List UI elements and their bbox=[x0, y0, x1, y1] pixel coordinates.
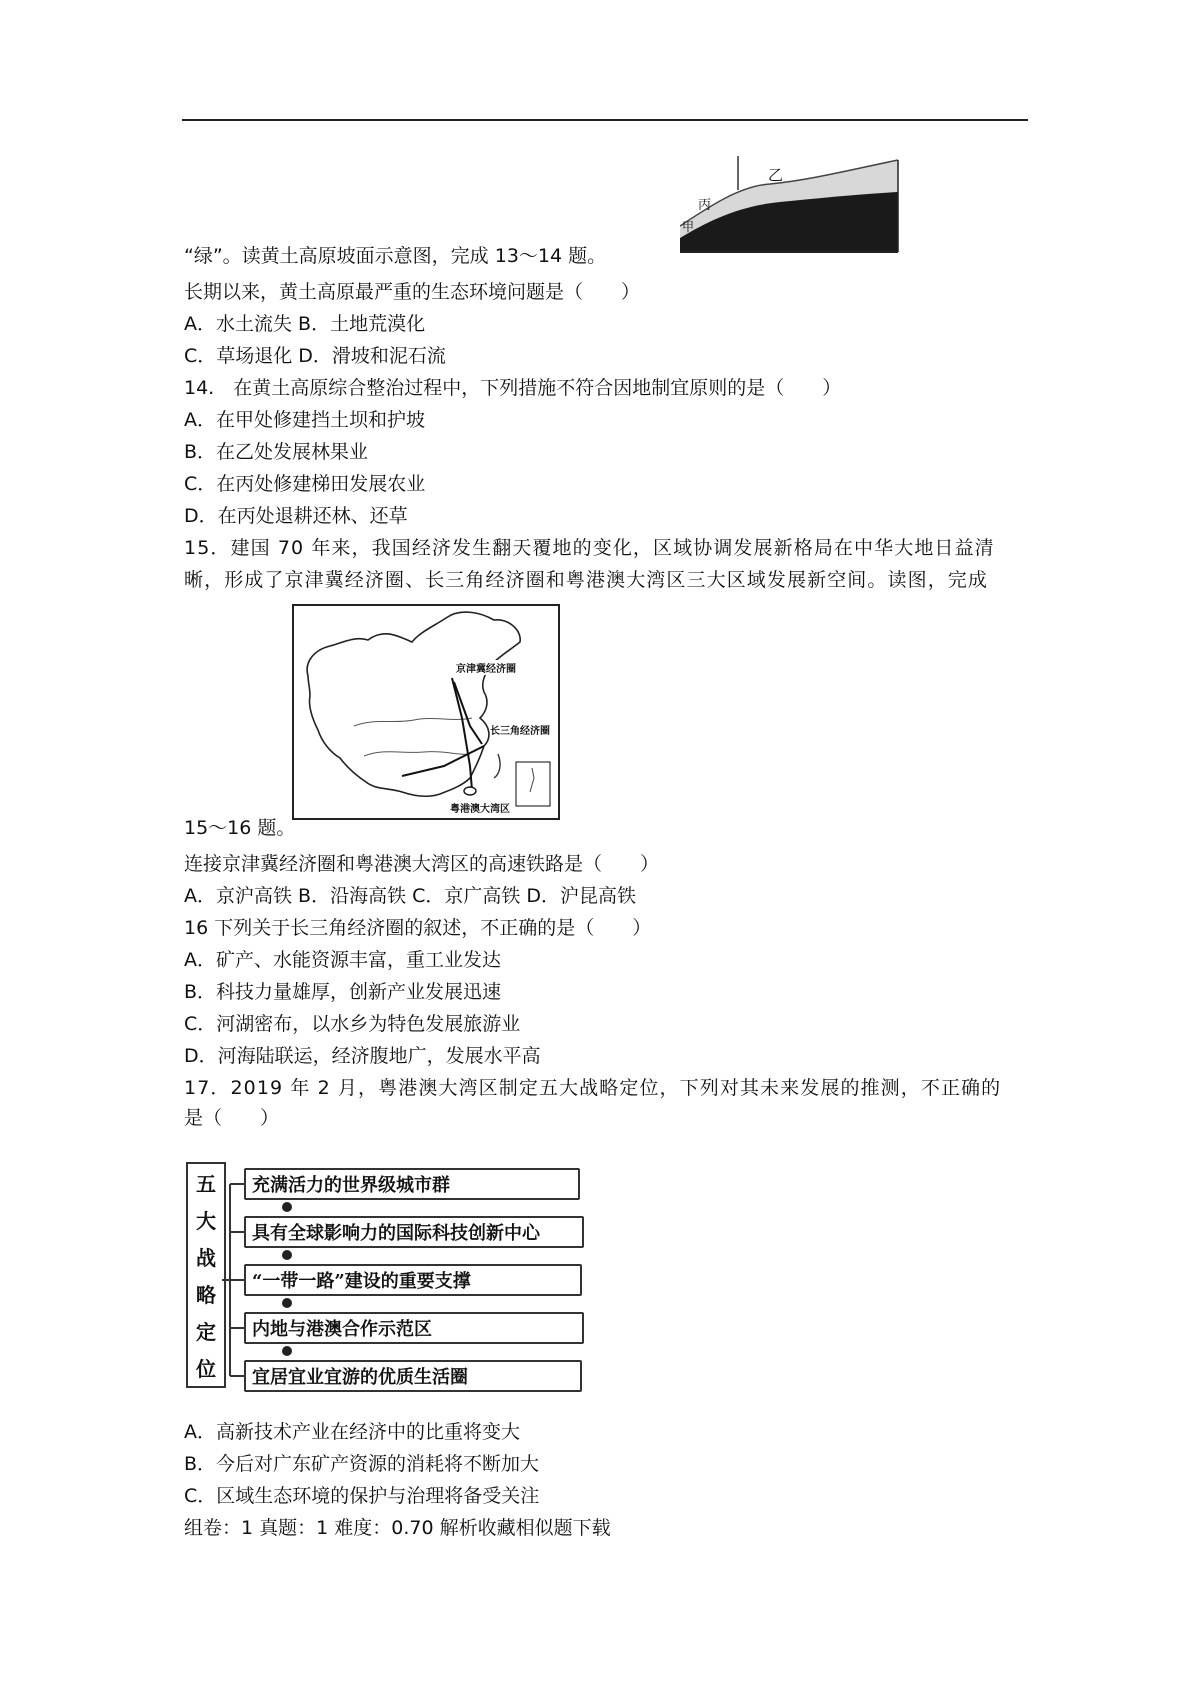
header-rule bbox=[182, 119, 1028, 121]
loess-slope-figure bbox=[680, 156, 902, 258]
label-jia: 甲 bbox=[682, 220, 695, 234]
side-char: 位 bbox=[196, 1357, 216, 1381]
label-csj: 长三角经济圈 bbox=[490, 722, 550, 737]
side-char: 大 bbox=[196, 1209, 216, 1233]
side-char: 略 bbox=[196, 1283, 216, 1307]
strategy-item: “一带一路”建设的重要支撑 bbox=[244, 1264, 582, 1296]
strategy-side-label bbox=[186, 1162, 226, 1388]
connector-dot bbox=[282, 1202, 292, 1212]
question-17-option-b: B．今后对广东矿产资源的消耗将不断加大 bbox=[184, 1453, 540, 1475]
question-14-option-b: B．在乙处发展林果业 bbox=[184, 441, 369, 463]
question-16-stem: 16 下列关于长三角经济圈的叙述，不正确的是（ ） bbox=[184, 917, 652, 939]
question-15-options: A．京沪高铁 B．沿海高铁 C．京广高铁 D．沪昆高铁 bbox=[184, 885, 637, 907]
strategy-diagram bbox=[186, 1140, 584, 1392]
question-13-stem: 长期以来，黄土高原最严重的生态环境问题是（ ） bbox=[184, 281, 641, 303]
strategy-item: 具有全球影响力的国际科技创新中心 bbox=[244, 1216, 584, 1248]
question-15-intro-1: 15．建国 70 年来，我国经济发生翻天覆地的变化，区域协调发展新格局在中华大地日益清 bbox=[184, 537, 995, 559]
question-15-intro-3: 15～16 题。 bbox=[184, 817, 296, 839]
question-13-options-ab: A．水土流失 B．土地荒漠化 bbox=[184, 313, 426, 335]
strategy-item: 内地与港澳合作示范区 bbox=[244, 1312, 584, 1344]
text-line: “绿”。读黄土高原坡面示意图，完成 13～14 题。 bbox=[184, 245, 607, 267]
connector-dot bbox=[282, 1346, 292, 1356]
question-17-option-c: C．区域生态环境的保护与治理将备受关注 bbox=[184, 1485, 540, 1507]
label-yi: 乙 bbox=[768, 166, 784, 184]
question-13-options-cd: C．草场退化 D．滑坡和泥石流 bbox=[184, 345, 446, 367]
question-15-intro-2: 晰，形成了京津冀经济圈、长三角经济圈和粤港澳大湾区三大区域发展新空间。读图，完成 bbox=[184, 569, 989, 591]
side-char: 战 bbox=[196, 1246, 216, 1270]
question-17-stem-1: 17．2019 年 2 月，粤港澳大湾区制定五大战略定位，下列对其未来发展的推测，不正确的 bbox=[184, 1077, 1002, 1099]
china-economic-map bbox=[292, 604, 560, 820]
question-14-option-d: D．在丙处退耕还林、还草 bbox=[184, 505, 408, 527]
question-14-stem: 14. 在黄土高原综合整治过程中，下列措施不符合因地制宜原则的是（ ） bbox=[184, 377, 842, 399]
side-char: 五 bbox=[196, 1172, 216, 1196]
strategy-bracket bbox=[222, 1180, 244, 1380]
question-17-stem-2: 是（ ） bbox=[184, 1107, 280, 1129]
strategy-item: 宜居宜业宜游的优质生活圈 bbox=[244, 1360, 582, 1392]
label-jjj: 京津冀经济圈 bbox=[456, 660, 516, 675]
question-16-option-c: C．河湖密布，以水乡为特色发展旅游业 bbox=[184, 1013, 521, 1035]
footer-meta: 组卷：1 真题：1 难度：0.70 解析收藏相似题下载 bbox=[184, 1517, 611, 1539]
question-17-option-a: A．高新技术产业在经济中的比重将变大 bbox=[184, 1421, 520, 1443]
question-14-option-c: C．在丙处修建梯田发展农业 bbox=[184, 473, 426, 495]
question-14-option-a: A．在甲处修建挡土坝和护坡 bbox=[184, 409, 425, 431]
strategy-item: 充满活力的世界级城市群 bbox=[244, 1168, 580, 1200]
question-16-option-a: A．矿产、水能资源丰富，重工业发达 bbox=[184, 949, 501, 971]
question-15-stem: 连接京津冀经济圈和粤港澳大湾区的高速铁路是（ ） bbox=[184, 853, 660, 875]
label-nei: 丙 bbox=[698, 198, 712, 213]
question-16-option-b: B．科技力量雄厚，创新产业发展迅速 bbox=[184, 981, 502, 1003]
label-ygadwq: 粤港澳大湾区 bbox=[450, 800, 510, 815]
connector-dot bbox=[282, 1250, 292, 1260]
side-char: 定 bbox=[196, 1320, 216, 1344]
question-16-option-d: D．河海陆联运，经济腹地广，发展水平高 bbox=[184, 1045, 541, 1067]
connector-dot bbox=[282, 1298, 292, 1308]
